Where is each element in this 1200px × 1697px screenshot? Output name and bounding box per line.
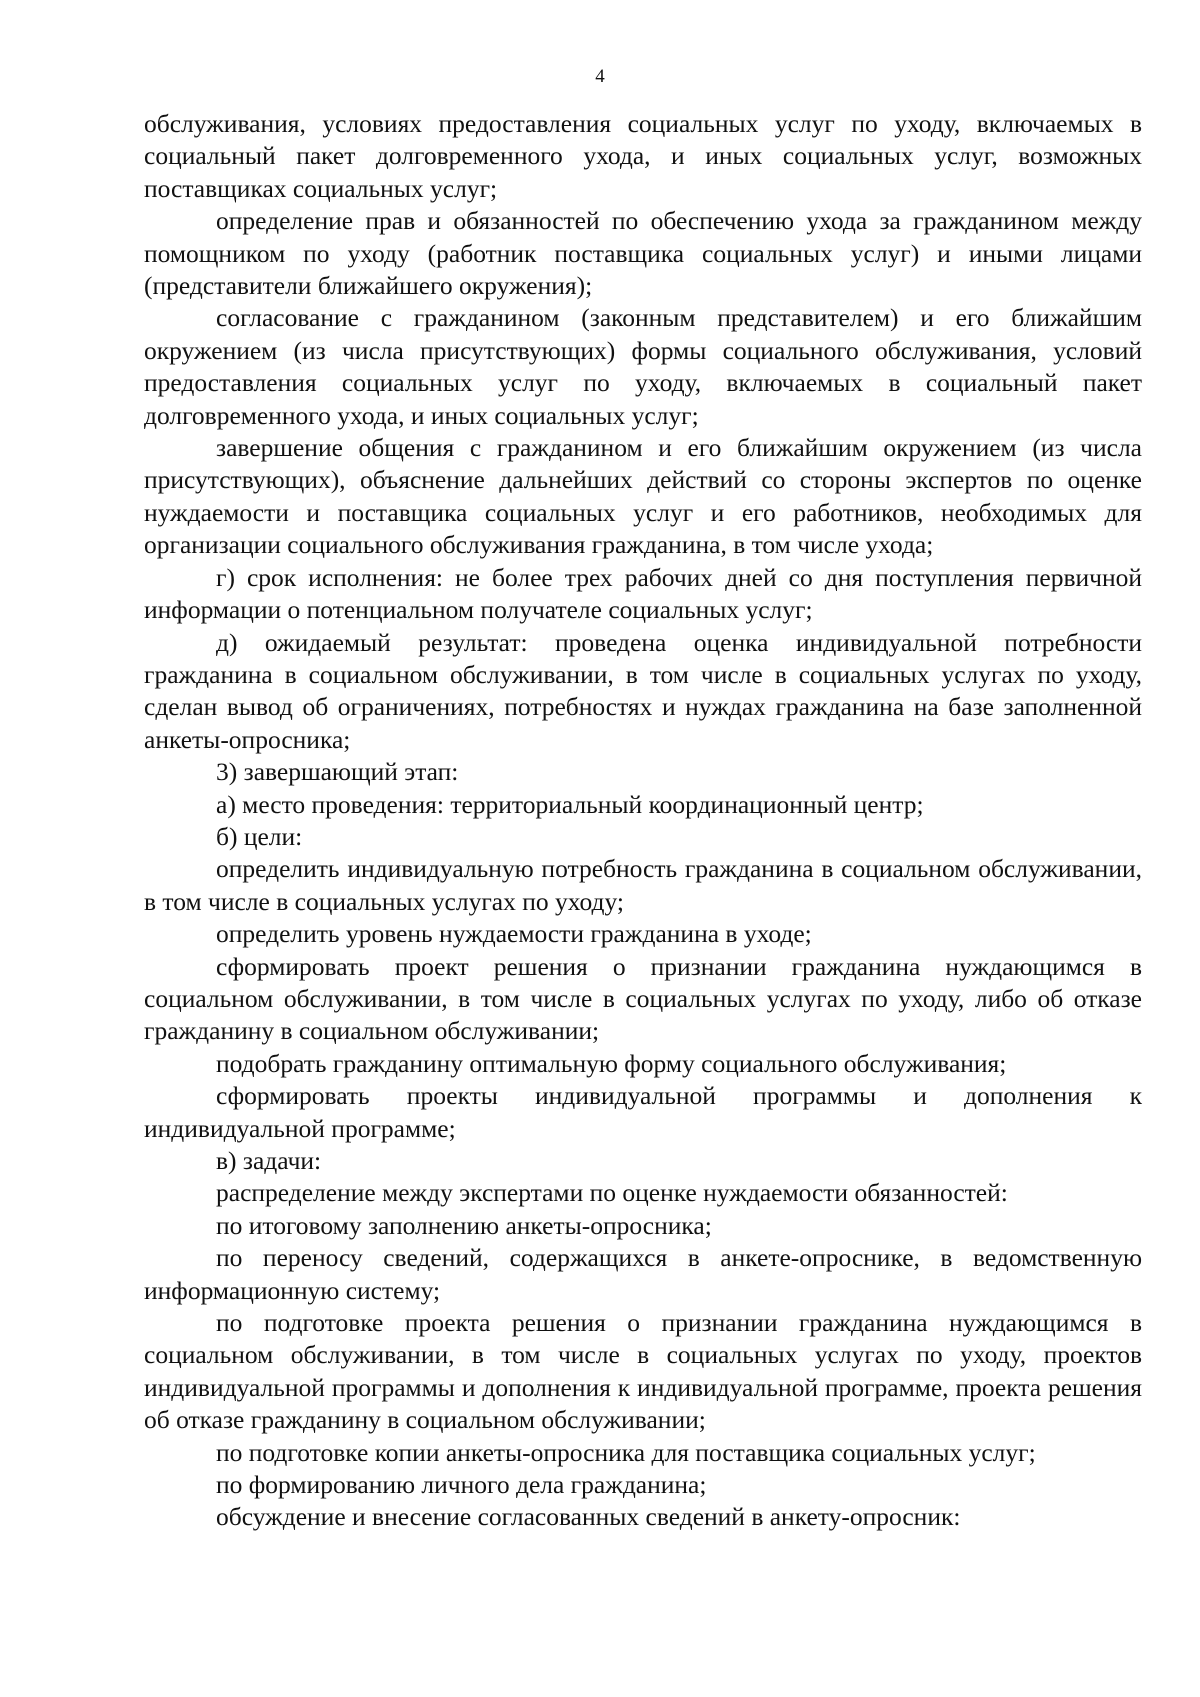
paragraph: сформировать проекты индивидуальной программы и дополнения к индивидуальной программе;	[144, 1081, 1142, 1143]
paragraph: подобрать гражданину оптимальную форму социального обслуживания;	[216, 1048, 1007, 1078]
paragraph: а) место проведения: территориальный координационный центр;	[216, 789, 924, 819]
paragraph: определить уровень нуждаемости гражданина в уходе;	[216, 919, 812, 949]
paragraph: по итоговому заполнению анкеты-опросника;	[216, 1210, 712, 1240]
paragraph: распределение между экспертами по оценке нуждаемости обязанностей:	[216, 1178, 1008, 1208]
document-body	[144, 108, 1142, 1534]
paragraph: сформировать проект решения о признании гражданина нуждающимся в социальном обслуживании, в том числе в социальных услугах по уходу, либо об отказе гражданину в социальном обслуживании;	[144, 951, 1142, 1046]
paragraph: 3) завершающий этап:	[216, 757, 459, 787]
page-number: 4	[595, 66, 605, 87]
paragraph: обслуживания, условиях предоставления социальных услуг по уходу, включаемых в социальный пакет долговременного ухода, и иных социальных услуг, возможных поставщиках социальных услуг;	[144, 109, 1142, 203]
paragraph: определение прав и обязанностей по обеспечению ухода за гражданином между помощником по уходу (работник поставщика социальных услуг) и иными лицами (представители ближайшего окружения);	[144, 206, 1142, 301]
paragraph: по подготовке проекта решения о признании гражданина нуждающимся в социальном обслуживании, в том числе в социальных услугах по уходу, проектов индивидуальной программы и дополнения к индивидуальной программе, проекта решения об отказе гражданину в социальном обслуживании;	[144, 1308, 1142, 1435]
paragraph: в) задачи:	[216, 1146, 322, 1175]
paragraph: определить индивидуальную потребность гражданина в социальном обслуживании, в том числе в социальных услугах по уходу;	[144, 854, 1142, 916]
paragraph: г) срок исполнения: не более трех рабочих дней со дня поступления первичной информации о потенциальном получателе социальных услуг;	[144, 562, 1142, 625]
paragraph: д) ожидаемый результат: проведена оценка индивидуальной потребности гражданина в социальном обслуживании, в том числе в социальных услугах по уходу, сделан вывод об ограничениях, потребностях и нуждах гражданина на базе заполненной анкеты-опросника;	[144, 627, 1142, 754]
paragraph: по формированию личного дела гражданина;	[216, 1470, 707, 1500]
paragraph: б) цели:	[216, 821, 303, 851]
paragraph: обсуждение и внесение согласованных сведений в анкету-опросник:	[216, 1502, 961, 1532]
paragraph: завершение общения с гражданином и его ближайшим окружением (из числа присутствующих), объяснение дальнейших действий со стороны экспертов по оценке нуждаемости и поставщика социальных услуг и его работников, необходимых для организации социального обслуживания гражданина, в том числе ухода;	[144, 433, 1142, 560]
paragraph: согласование с гражданином (законным представителем) и его ближайшим окружением (из числа присутствующих) формы социального обслуживания, условий предоставления социальных услуг по уходу, включаемых в социальный пакет долговременного ухода, и иных социальных услуг;	[144, 303, 1142, 430]
paragraph: по подготовке копии анкеты-опросника для поставщика социальных услуг;	[216, 1437, 1036, 1467]
paragraph: по переносу сведений, содержащихся в анкете-опроснике, в ведомственную информационную систему;	[144, 1243, 1142, 1305]
